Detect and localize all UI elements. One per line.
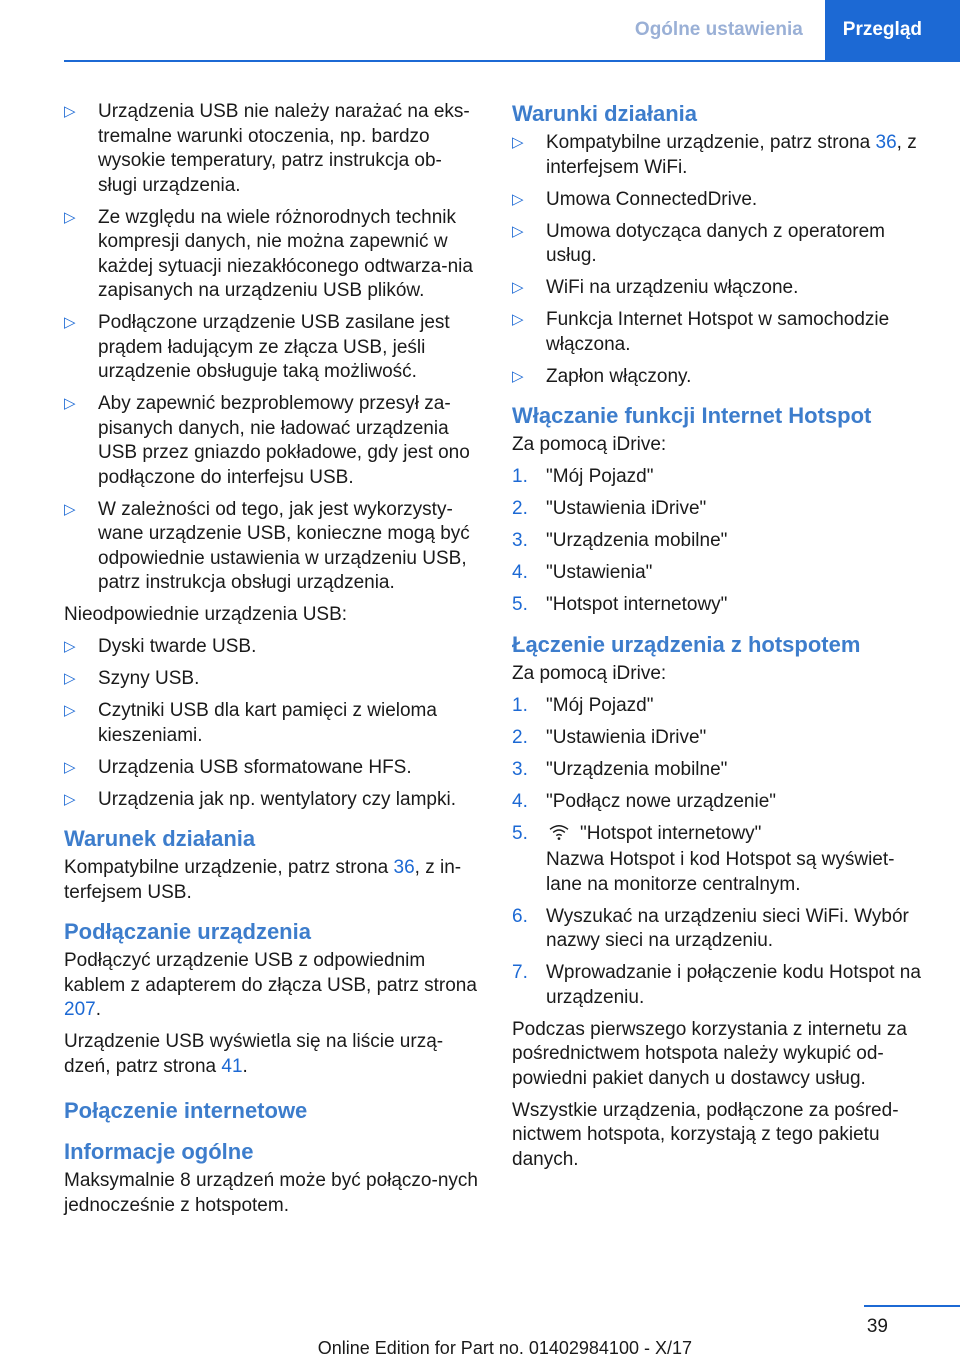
step-text: "Urządzenia mobilne" — [546, 530, 728, 551]
page-link[interactable]: 36 — [393, 857, 415, 878]
list-item-text: Urządzenia USB sformatowane HFS. — [98, 756, 412, 778]
step-text: Wprowadzanie i połączenie kodu Hotspot na urządzeniu. — [546, 962, 921, 1008]
list-item — [512, 497, 930, 522]
wifi-icon — [548, 823, 570, 841]
step-text: "Ustawienia iDrive" — [546, 498, 707, 519]
list-item-text: Umowa dotycząca danych z operatorem usług. — [546, 220, 885, 266]
list-item — [64, 100, 480, 198]
step-text: "Hotspot internetowy" — [546, 594, 728, 615]
list-item-text: W zależności od tego, jak jest wykorzysty-wane urządzenie USB, konieczne mogą być odpowiednie ustawienia w urządzeniu USB, patrz instrukcja obsługi urządzenia. — [98, 498, 470, 593]
step-text: Wyszukać na urządzeniu sieci WiFi. Wybór nazwy sieci na urządzeniu. — [546, 905, 909, 951]
list-item — [64, 311, 480, 385]
list-item-text: Urządzenia USB nie należy narażać na eks-tremalne warunki otoczenia, np. bardzo wysokie temperatury, patrz instrukcja ob-sługi urządzenia. — [98, 101, 470, 196]
heading-condition: Warunek działania — [64, 826, 256, 851]
step-number: 5. — [512, 822, 528, 844]
list-item — [64, 788, 480, 813]
bullet-marker: ▷ — [512, 311, 524, 328]
edition-note: Online Edition for Part no. 01402984100 - X/17 — [317, 1338, 692, 1358]
pair-steps-continued — [512, 905, 930, 1011]
bullet-marker: ▷ — [64, 758, 76, 776]
tab-general-settings[interactable]: Ogólne ustawienia — [634, 19, 803, 40]
connect-text-2: Urządzenie USB wyświetla się na liście urzą-dzeń, patrz strona 41. — [64, 1031, 444, 1077]
list-item — [64, 635, 480, 660]
heading-internet-connection: Połączenie internetowe — [64, 1098, 308, 1123]
step-note: Nazwa Hotspot i kod Hotspot są wyświet-lane na monitorze centralnym. — [546, 849, 895, 895]
footer-rule — [864, 1305, 960, 1307]
list-item — [512, 961, 930, 1010]
step-text: "Ustawienia" — [546, 562, 653, 583]
bullet-marker: ▷ — [64, 500, 76, 518]
pair-paragraph-1: Podczas pierwszego korzystania z internetu za pośrednictwem hotspota należy wykupić od-powiedni pakiet danych u dostawcy usług. — [512, 1018, 907, 1089]
heading-operating-conditions: Warunki działania — [512, 101, 698, 126]
list-item-text: WiFi na urządzeniu włączone. — [546, 277, 799, 298]
header-rule — [64, 60, 960, 62]
conditions-list — [512, 188, 930, 390]
condition-text: Kompatybilne urządzenie, patrz strona 36, z in-terfejsem USB. — [64, 857, 462, 903]
unsuitable-intro: Nieodpowiednie urządzenia USB: — [64, 604, 348, 625]
heading-general-info: Informacje ogólne — [64, 1139, 254, 1164]
step-number: 4. — [512, 790, 528, 812]
page-header — [613, 0, 960, 60]
bullet-marker: ▷ — [64, 103, 76, 120]
bullet-marker: ▷ — [64, 208, 76, 226]
step-text: "Podłącz nowe urządzenie" — [546, 790, 777, 812]
list-item: ▷ Kompatybilne urządzenie, patrz strona 36, z interfejsem WiFi. — [512, 131, 930, 180]
list-item — [512, 758, 930, 783]
bullet-marker: ▷ — [512, 279, 524, 296]
pair-intro: Za pomocą iDrive: — [512, 662, 667, 684]
page-number: 39 — [866, 1316, 888, 1337]
pair-paragraph-2: Wszystkie urządzenia, podłączone za pośred-nictwem hotspota, korzystają z tego pakietu danych. — [512, 1099, 899, 1170]
list-item — [64, 392, 480, 490]
pair-steps — [512, 694, 930, 815]
list-item-text: Szyny USB. — [98, 668, 200, 689]
list-item-text: Urządzenia jak np. wentylatory czy lampki. — [98, 788, 456, 810]
heading-connect-device: Podłączanie urządzenia — [64, 919, 311, 944]
list-item — [512, 726, 930, 751]
list-item — [512, 220, 930, 269]
list-item — [64, 206, 480, 304]
list-item — [512, 561, 930, 586]
step-number: 1. — [512, 694, 528, 716]
right-column — [512, 100, 930, 1180]
list-item-text: Umowa ConnectedDrive. — [546, 188, 758, 210]
page-link[interactable]: 207 — [64, 999, 96, 1020]
step-text: "Mój Pojazd" — [546, 694, 654, 716]
list-item — [512, 529, 930, 554]
list-item-text: Zapłon włączony. — [546, 365, 692, 387]
step-number: 6. — [512, 905, 528, 927]
bullet-marker: ▷ — [512, 134, 524, 151]
heading-pair-device: Łączenie urządzenia z hotspotem — [512, 631, 861, 657]
bullet-marker: ▷ — [64, 790, 76, 808]
list-item — [512, 593, 930, 618]
list-item-text: Aby zapewnić bezproblemowy przesył za-pisanych danych, nie ładować urządzenia USB przez gniazdo pokładowe, gdy jest ono podłączone do interfejsu USB. — [98, 393, 470, 488]
bullet-marker: ▷ — [512, 190, 524, 208]
list-item — [512, 694, 930, 719]
list-item — [512, 276, 930, 301]
unsuitable-list — [64, 635, 480, 812]
page-link[interactable]: 36 — [875, 132, 897, 153]
heading-enable-hotspot: Włączanie funkcji Internet Hotspot — [512, 403, 872, 428]
list-item-text: Podłączone urządzenie USB zasilane jest prądem ładującym ze złącza USB, jeśli urządzenie obsługuje taką możliwość. — [98, 312, 450, 382]
list-item-text: Czytniki USB dla kart pamięci z wieloma kieszeniami. — [98, 700, 437, 746]
bullet-marker: ▷ — [64, 395, 76, 412]
list-item-text: Funkcja Internet Hotspot w samochodzie włączona. — [546, 309, 890, 355]
info-text: Maksymalnie 8 urządzeń może być połączo-nych jednocześnie z hotspotem. — [64, 1170, 478, 1216]
list-item — [64, 667, 480, 692]
step-number: 2. — [512, 498, 528, 519]
bullet-marker: ▷ — [64, 314, 76, 331]
list-item — [512, 465, 930, 490]
list-item — [64, 699, 480, 748]
step-number: 3. — [512, 530, 528, 551]
bullet-marker: ▷ — [64, 670, 76, 687]
step-text: "Mój Pojazd" — [546, 466, 654, 487]
step-number: 3. — [512, 758, 528, 780]
bullet-marker: ▷ — [512, 222, 524, 240]
page-link[interactable]: 41 — [221, 1055, 243, 1077]
list-item-text: Dyski twarde USB. — [98, 636, 257, 657]
list-item — [512, 308, 930, 357]
list-item — [512, 365, 930, 390]
list-item-text: Ze względu na wiele różnorodnych technik kompresji danych, nie można zapewnić w każdej sytuacji niezakłóconego odtwarza-nia zapisanych na urządzeniu USB plików. — [98, 206, 473, 301]
step-number: 4. — [512, 562, 528, 583]
step-number: 5. — [512, 594, 528, 615]
bullet-marker: ▷ — [64, 702, 76, 719]
enable-steps — [512, 465, 930, 618]
usb-notes-list — [64, 100, 480, 596]
step-number: 1. — [512, 466, 528, 487]
step-text: "Ustawienia iDrive" — [546, 726, 707, 748]
step-text: "Urządzenia mobilne" — [546, 758, 728, 780]
tab-overview[interactable]: Przegląd — [825, 0, 960, 60]
bullet-marker: ▷ — [512, 367, 524, 385]
step-number: 7. — [512, 962, 528, 983]
list-item — [64, 498, 480, 596]
connect-text-1: Podłączyć urządzenie USB z odpowiednim kablem z adapterem do złącza USB, patrz strona 207. — [64, 950, 477, 1020]
list-item — [512, 790, 930, 815]
list-item — [512, 188, 930, 213]
list-item — [64, 756, 480, 781]
step-number: 2. — [512, 726, 528, 748]
bullet-marker: ▷ — [64, 638, 76, 655]
list-item: 5. "Hotspot internetowy" — [512, 822, 930, 847]
list-item — [512, 905, 930, 954]
left-column — [64, 100, 480, 1226]
enable-intro: Za pomocą iDrive: — [512, 434, 667, 455]
